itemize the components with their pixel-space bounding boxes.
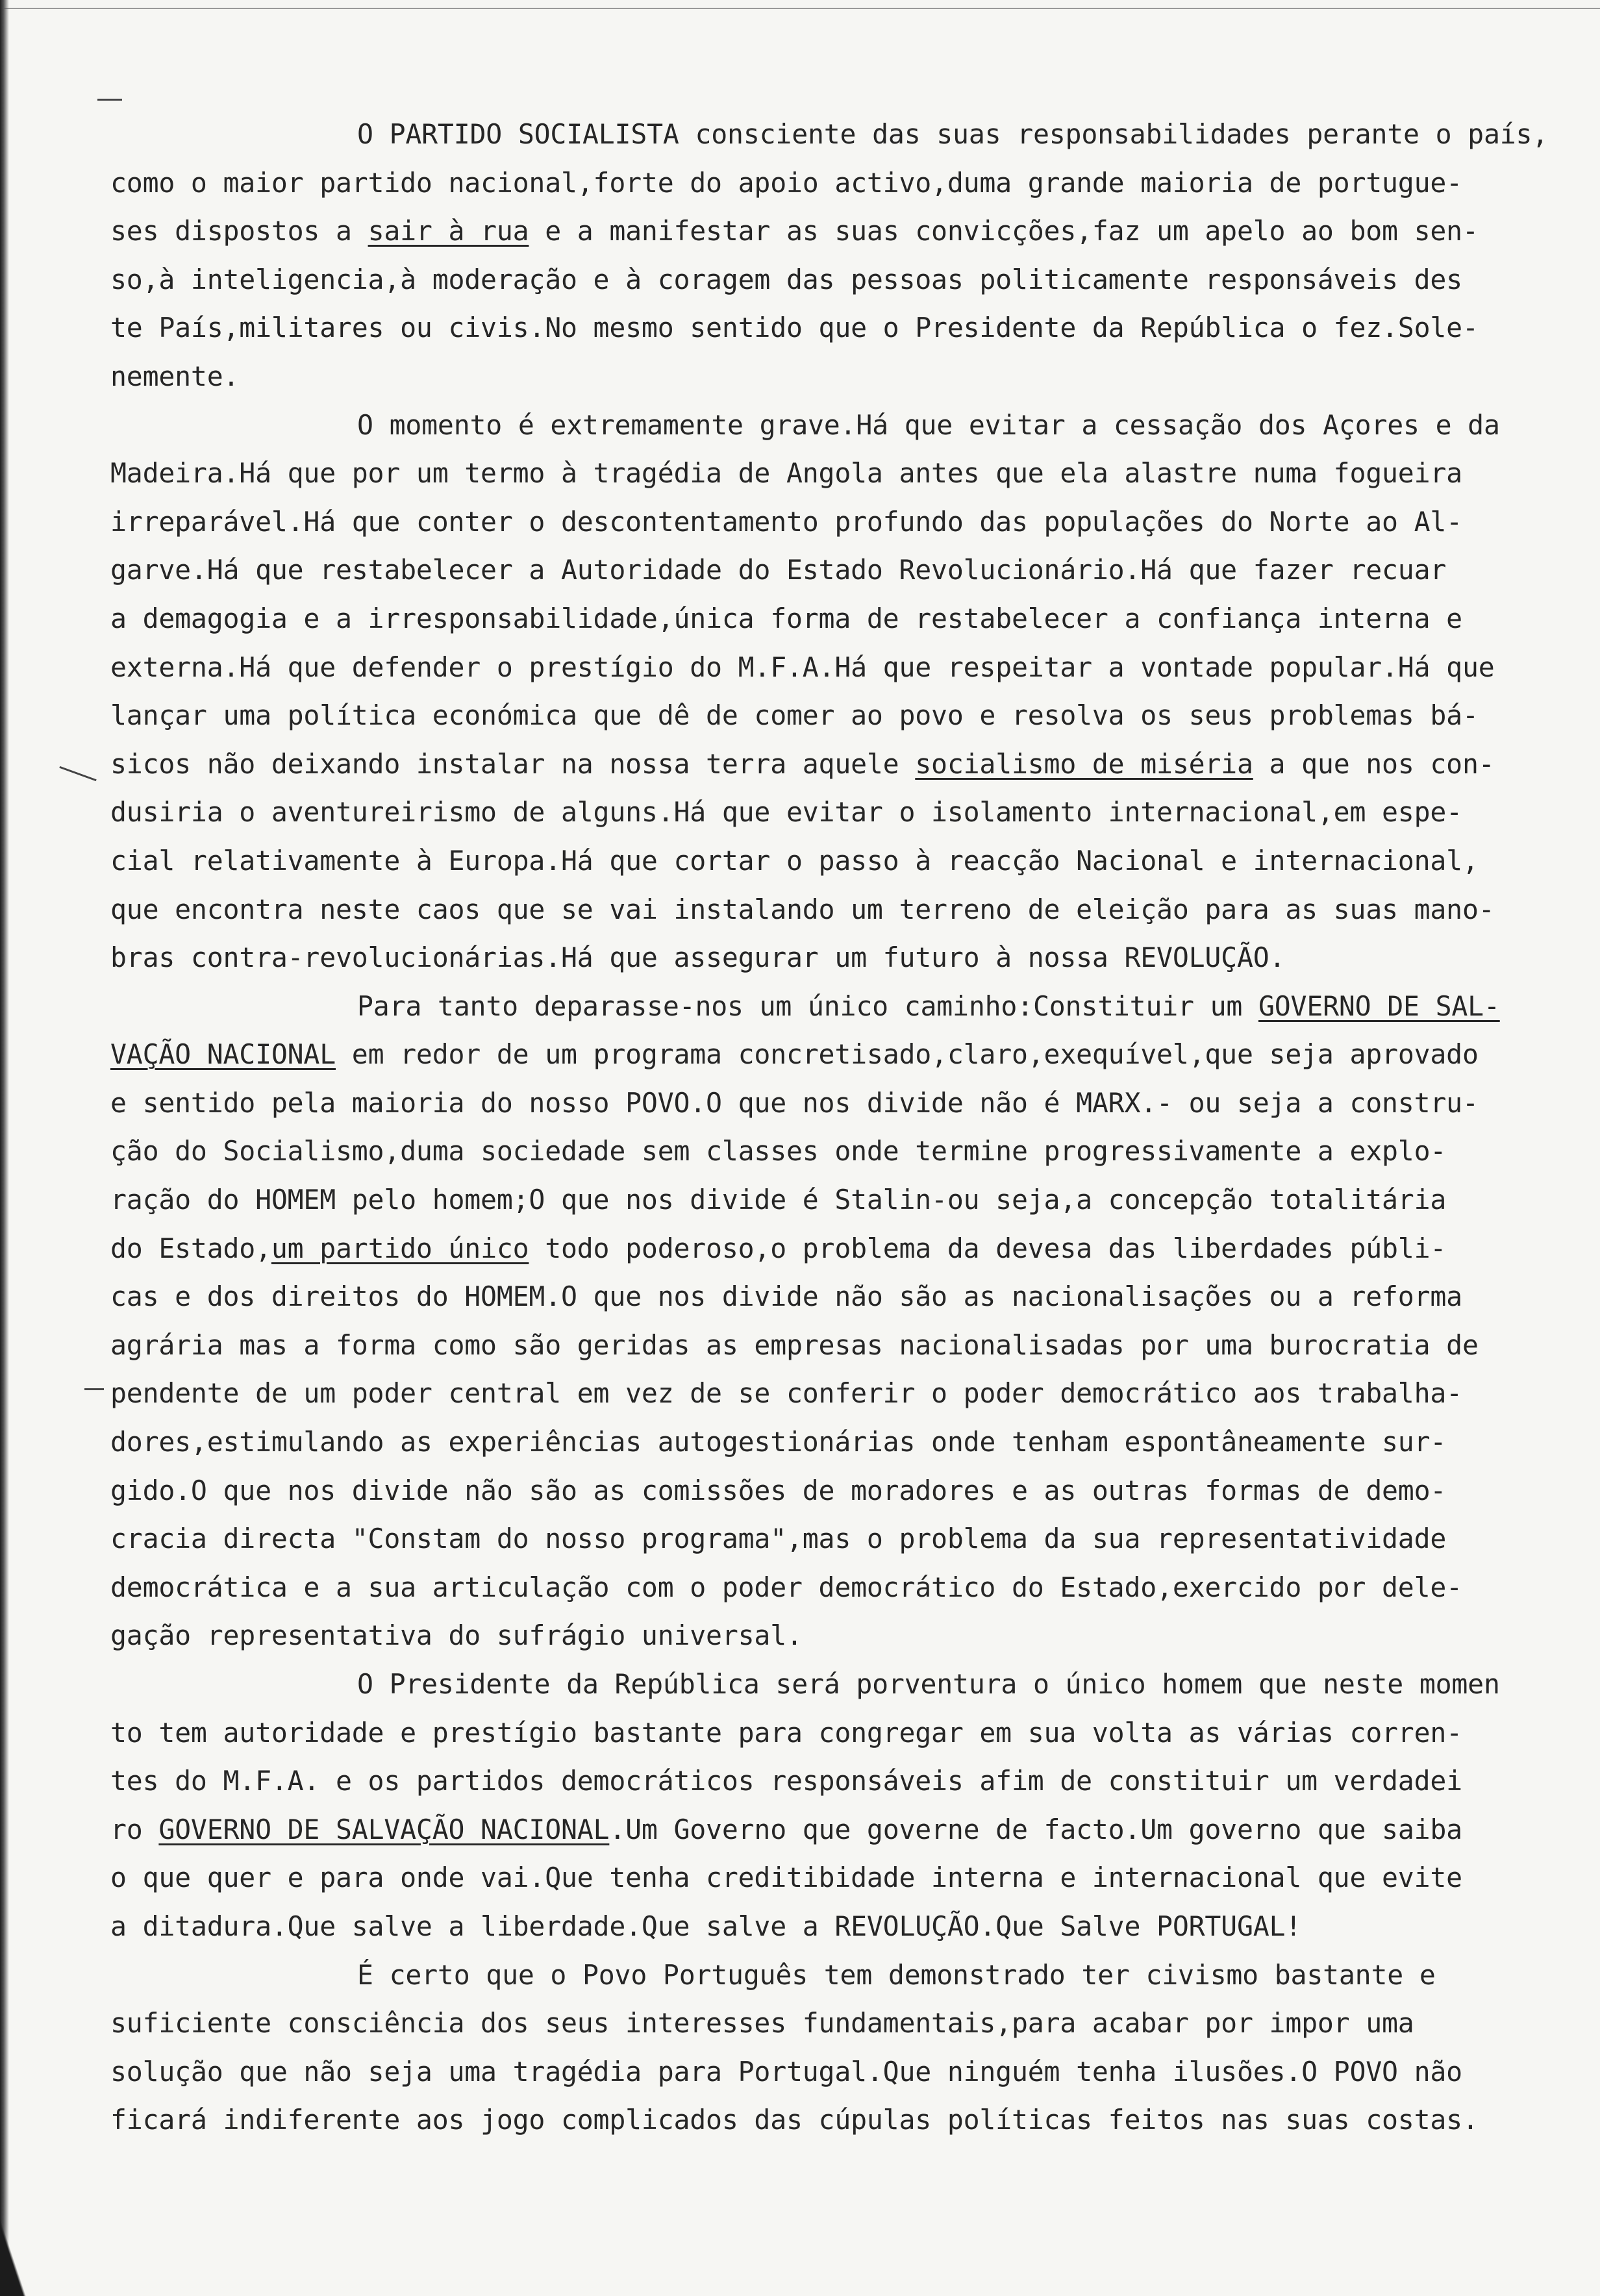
text-segment: cracia directa "Constam do nosso programa",mas o problema da sua representatividade [110,1523,1447,1555]
text-line [110,1709,1526,1758]
text-line [110,2096,1526,2145]
underlined-phrase: socialismo de miséria [915,747,1253,780]
underlined-phrase: GOVERNO DE SAL- [1258,990,1500,1022]
text-line [110,1999,1526,2048]
text-segment: externa.Há que defender o prestígio do M.F.A.Há que respeitar a vontade popular.Há que [110,651,1495,683]
text-line [110,304,1526,353]
text-segment: É certo que o Povo Português tem demonstrado ter civismo bastante e [357,1958,1436,1991]
text-segment: so,à inteligencia,à moderação e à coragem das pessoas politicamente responsáveis des [110,263,1462,295]
text-line [110,256,1526,305]
text-line [110,788,1526,837]
text-line [110,1321,1526,1370]
scan-left-shadow [0,0,9,2296]
text-line [110,1030,1526,1079]
underlined-phrase: GOVERNO DE SALVAÇÃO NACIONAL [158,1813,610,1845]
text-line [110,1369,1526,1418]
text-line [110,1757,1526,1806]
text-segment: gido.O que nos divide não são as comissões de moradores e as outras formas de demo- [110,1474,1447,1506]
text-segment: .Um Governo que governe de facto.Um governo que saiba [609,1813,1462,1845]
text-line [110,643,1526,692]
text-line [110,1079,1526,1128]
text-segment: Madeira.Há que por um termo à tragédia de Angola antes que ela alastre numa fogueira [110,457,1462,490]
text-line [110,1176,1526,1225]
text-line [110,595,1526,643]
text-segment: a demagogia e a irresponsabilidade,única forma de restabelecer a confiança interna e [110,602,1462,634]
scan-bottom-corner [0,2218,26,2296]
text-segment: ses dispostos a [110,215,368,247]
text-segment: agrária mas a forma como são geridas as empresas nacionalisadas por uma burocratia de [110,1329,1479,1361]
text-line [110,159,1526,208]
text-line [110,110,1549,159]
text-segment: dores,estimulando as experiências autogestionárias onde tenham espontâneamente sur- [110,1426,1447,1458]
text-segment: ro [110,1813,159,1845]
text-segment: O Presidente da República será porventura o único homem que neste momen [357,1668,1500,1700]
text-segment: do Estado, [110,1232,271,1264]
text-segment: nemente. [110,360,240,392]
text-line [110,692,1526,740]
text-line [110,1564,1526,1612]
text-line [110,1467,1526,1516]
text-segment: o que quer e para onde vai.Que tenha creditibidade interna e internacional que evite [110,1862,1462,1894]
stray-mark [59,766,96,781]
text-segment: em redor de um programa concretisado,claro,exequível,que seja aprovado [336,1038,1479,1071]
text-segment: irreparável.Há que conter o descontentamento profundo das populações do Norte ao Al- [110,505,1462,538]
text-line [110,546,1526,595]
text-line [110,353,1526,401]
text-segment: todo poderoso,o problema da devesa das liberdades públi- [529,1232,1447,1264]
text-line [110,1903,1526,1951]
text-segment: a que nos con- [1253,747,1495,780]
stray-mark [97,99,122,101]
text-segment: democrática e a sua articulação com o poder democrático do Estado,exercido por dele- [110,1571,1462,1603]
text-line [110,1273,1526,1321]
text-segment: garve.Há que restabelecer a Autoridade do Estado Revolucionário.Há que fazer recuar [110,554,1447,586]
text-line [110,1612,1526,1660]
text-segment: solução que não seja uma tragédia para Portugal.Que ninguém tenha ilusões.O POVO não [110,2055,1462,2088]
text-line [110,2048,1526,2097]
text-segment: lançar uma política económica que dê de comer ao povo e resolva os seus problemas bá- [110,699,1479,732]
text-segment: O momento é extremamente grave.Há que evitar a cessação dos Açores e da [357,408,1500,441]
text-line [110,837,1526,886]
underlined-phrase: um partido único [271,1232,529,1264]
text-segment: que encontra neste caos que se vai instalando um terreno de eleição para as suas mano- [110,893,1495,925]
text-segment: O PARTIDO SOCIALISTA consciente das suas responsabilidades perante o país, [357,118,1549,150]
text-line [110,207,1526,256]
text-segment: suficiente consciência dos seus interesses fundamentais,para acabar por impor uma [110,2007,1414,2040]
text-line [110,1225,1526,1273]
page-top-edge [0,8,1600,9]
text-segment: e a manifestar as suas convicções,faz um apelo ao bom sen- [529,215,1479,247]
text-line [110,1418,1526,1467]
text-segment: cas e dos direitos do HOMEM.O que nos divide não são as nacionalisações ou a reforma [110,1280,1462,1313]
text-line [110,886,1526,934]
text-line [110,1951,1526,2000]
text-segment: pendente de um poder central em vez de se conferir o poder democrático aos trabalha- [110,1377,1462,1410]
text-segment: como o maior partido nacional,forte do apoio activo,duma grande maioria de portugue- [110,166,1462,199]
text-segment: ficará indiferente aos jogo complicados das cúpulas políticas feitos nas suas costas. [110,2104,1479,2136]
text-line [110,401,1526,450]
text-segment: e sentido pela maioria do nosso POVO.O que nos divide não é MARX.- ou seja a constru- [110,1086,1479,1119]
text-segment: dusiria o aventureirismo de alguns.Há que evitar o isolamento internacional,em espe- [110,796,1462,829]
text-line [110,1515,1526,1564]
text-segment: gação representativa do sufrágio universal. [110,1619,803,1652]
text-segment: bras contra-revolucionárias.Há que assegurar um futuro à nossa REVOLUÇÃO. [110,942,1286,974]
text-segment: sicos não deixando instalar na nossa terra aquele [110,747,916,780]
text-segment: a ditadura.Que salve a liberdade.Que salve a REVOLUÇÃO.Que Salve PORTUGAL! [110,1910,1302,1942]
document-body [110,110,1549,2145]
text-segment: tes do M.F.A. e os partidos democráticos responsáveis afim de constituir um verdadei [110,1765,1462,1797]
text-line [110,1806,1526,1854]
text-line [110,1127,1526,1176]
text-line [110,1854,1526,1903]
text-line [110,740,1526,789]
text-line [110,934,1526,982]
underlined-phrase: VAÇÃO NACIONAL [110,1038,336,1071]
stray-mark [84,1388,104,1390]
text-line [110,982,1526,1031]
text-segment: ção do Socialismo,duma sociedade sem classes onde termine progressivamente a explo- [110,1135,1447,1167]
text-line [110,1660,1526,1709]
text-line [110,449,1526,498]
underlined-phrase: sair à rua [368,215,529,247]
text-segment: cial relativamente à Europa.Há que cortar o passo à reacção Nacional e internacional, [110,844,1479,877]
text-line [110,498,1526,547]
text-segment: ração do HOMEM pelo homem;O que nos divide é Stalin-ou seja,a concepção totalitária [110,1184,1447,1216]
text-segment: Para tanto deparasse-nos um único caminho:Constituir um [357,990,1258,1022]
text-segment: to tem autoridade e prestígio bastante para congregar em sua volta as várias corren- [110,1716,1462,1749]
text-segment: te País,militares ou civis.No mesmo sentido que o Presidente da República o fez.Sole- [110,312,1479,344]
